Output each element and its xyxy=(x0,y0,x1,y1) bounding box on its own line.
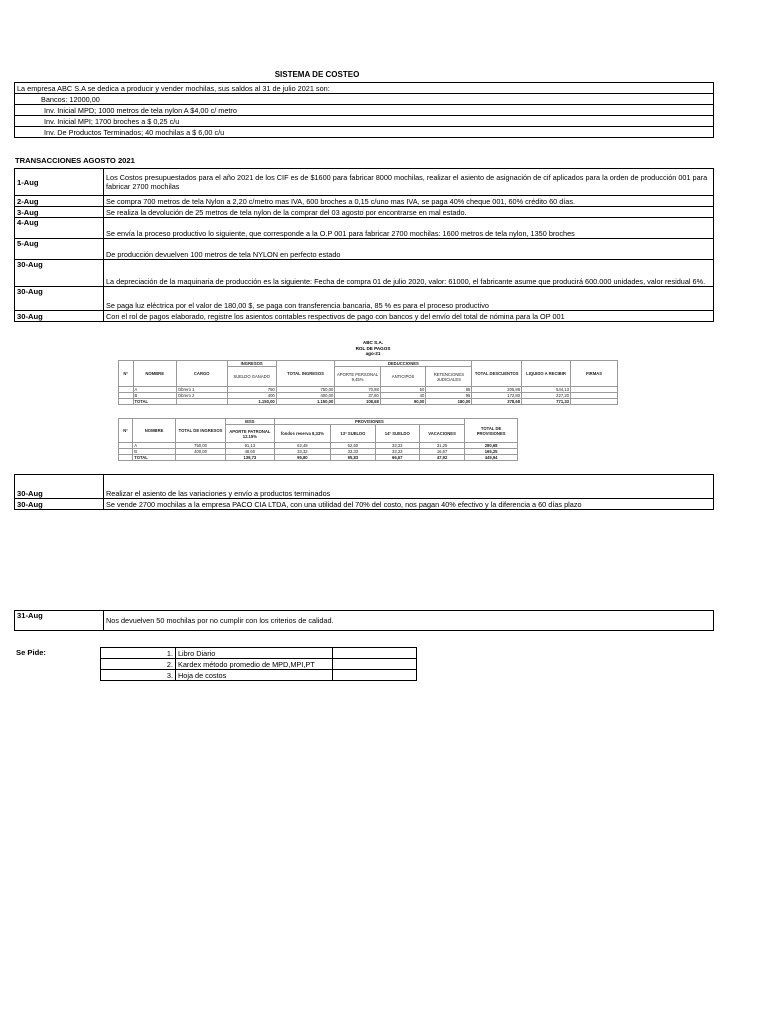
transaction-text: La depreciación de la maquinaria de producción es la siguiente: Fecha de compra 01 de julio 2020, valor: 61000, el fabricante asume que producirá 600.000 unidades, valor residual 6%. xyxy=(104,260,714,287)
transaction-date: 30-Aug xyxy=(15,260,104,287)
transaction-date: 2-Aug xyxy=(15,196,104,207)
later-transactions-table xyxy=(14,474,714,510)
se-pide-label: Se Pide: xyxy=(16,648,46,657)
col-nombre: NOMBRE xyxy=(133,361,176,387)
page-title: SISTEMA DE COSTEO xyxy=(274,70,360,79)
table-row: B 400,00 48,60 33,32 33,33 33,33 16,67 165,25 xyxy=(119,449,518,455)
col-liquido: LIQUIDO A RECIBIR xyxy=(522,361,571,387)
transaction-date: 30-Aug xyxy=(15,287,104,311)
transaction-date: 4-Aug xyxy=(15,218,104,239)
col-n: N° xyxy=(119,361,134,387)
transaction-text: Los Costos presupuestados para el año 2021 de los CIF es de $1600 para fabricar 8000 mochilas, realizar el asiento de asignación de cif aplicados para la orden de producción 001 para fabricar 2700 mochilas xyxy=(104,169,714,196)
intro-line: Bancos: 12000,00 xyxy=(15,94,714,105)
transactions-table xyxy=(14,168,714,322)
list-item: 2. Kardex método promedio de MPD,MPI,PT xyxy=(101,659,417,670)
se-pide-table xyxy=(100,647,417,681)
list-item: 1. Libro Diario xyxy=(101,648,417,659)
transaction-text: Nos devuelven 50 mochilas por no cumplir con los criterios de calidad. xyxy=(104,611,714,631)
transaction-date: 30-Aug xyxy=(15,311,104,322)
transaction-text: Se realiza la devolución de 25 metros de tela nylon de la comprar del 03 agosto por encontrarse en mal estado. xyxy=(104,207,714,218)
intro-line: Inv. Inicial MPI; 1700 broches a $ 0,25 c/u xyxy=(15,116,714,127)
intro-line: Inv. Inicial MPD; 1000 metros de tela nylon A $4,00 c/ metro xyxy=(15,105,714,116)
col-total-desc: TOTAL DESCUENTOS xyxy=(472,361,522,387)
transaction-text: Se vende 2700 mochilas a la empresa PACO CIA LTDA, con una utilidad del 70% del costo, nos pagan 40% efectivo y la diferencia a 60 días plazo xyxy=(104,499,714,510)
transaction-text: Se compra 700 metros de tela Nylon a 2,20 c/metro mas IVA, 600 broches a 0,15 c/uno mas IVA, se paga 40% cheque 001, 60% crédito 60 días. xyxy=(104,196,714,207)
transaction-date: 1-Aug xyxy=(15,169,104,196)
col-firmas: FIRMAS xyxy=(570,361,617,387)
transaction-text: Con el rol de pagos elaborado, registre los asientos contables respectivos de pago con bancos y del envío del total de nómina para la OP 001 xyxy=(104,311,714,322)
col-retenciones: RETENCIONES JUDICIALES xyxy=(426,367,472,387)
col-sueldo: SUELDO GANADO xyxy=(227,367,276,387)
col-cargo: CARGO xyxy=(176,361,227,387)
transaction-date: 30-Aug xyxy=(15,475,104,499)
transaction-text: Realizar el asiento de las variaciones y envío a productos terminados xyxy=(104,475,714,499)
col-total-ingresos: TOTAL INGRESOS xyxy=(276,361,335,387)
col-aporte: APORTE PERSONAL 9,45% xyxy=(335,367,381,387)
col-deducciones: DEDUCCIONES xyxy=(335,361,472,367)
table-total-row: TOTAL 139,73 95,80 95,83 66,67 47,92 445,94 xyxy=(119,455,518,461)
intro-table xyxy=(14,82,714,138)
transaction-date: 30-Aug xyxy=(15,499,104,510)
transaction-text: Se envía la proceso productivo lo siguiente, que corresponde a la O.P 001 para fabricar 2700 mochilas: 1600 metros de tela nylon, 1350 broches xyxy=(104,218,714,239)
table-row: B Obrero 2 400 400,00 37,80 40 95 172,80 227,20 xyxy=(119,393,618,399)
list-item: 3. Hoja de costos xyxy=(101,670,417,681)
final-transaction-table xyxy=(14,610,714,631)
transactions-heading: TRANSACCIONES AGOSTO 2021 xyxy=(15,156,135,165)
payroll-company: ABC S.A. xyxy=(362,340,384,345)
payroll-table xyxy=(118,360,618,405)
transaction-date: 5-Aug xyxy=(15,239,104,260)
transaction-text: De producción devuelven 100 metros de tela NYLON en perfecto estado xyxy=(104,239,714,260)
col-anticipos: ANTICIPOS xyxy=(380,367,426,387)
transaction-date: 3-Aug xyxy=(15,207,104,218)
table-total-row: TOTAL 1.150,00 1.150,00 108,68 90,00 180,00 378,68 771,33 xyxy=(119,399,618,405)
payroll-image xyxy=(118,338,618,468)
table-row: A 750,00 91,13 62,48 62,50 33,33 31,25 280,68 xyxy=(119,443,518,449)
col-ingresos: INGRESOS xyxy=(227,361,276,367)
transaction-date: 31-Aug xyxy=(15,611,104,631)
intro-line: La empresa ABC S.A se dedica a producir y vender mochilas, sus saldos al 31 de julio 2021 son: xyxy=(15,83,714,94)
payroll-title: ROL DE PAGOS xyxy=(355,345,391,351)
table-row: A Obrero 1 750 750,00 70,88 50 85 205,88 544,13 xyxy=(119,387,618,393)
intro-line: Inv. De Productos Terminados; 40 mochilas a $ 6,00 c/u xyxy=(15,127,714,138)
provisions-table: N° NOMBRE TOTAL DE INGRESOS IESS PROVISIONES TOTAL DE PROVISIONES APORTE PATRONAL 12.15% fondos reserva 8,33% 13° SUELDO 14° SUELDO VACACIONES A 750,00 91,13 62,48 62,50 33,33 31,25 280,68 B 400,00 48,60 33,32 33,33 33,33 16,67 165,25 TOTAL 139,73 95,80 95,83 66,67 47,92 445,94 xyxy=(118,418,518,461)
transaction-text: Se paga luz eléctrica por el valor de 180,00 $, se paga con transferencia bancaria, 85 % es para el proceso productivo xyxy=(104,287,714,311)
payroll-period: ago-21 xyxy=(365,351,381,356)
